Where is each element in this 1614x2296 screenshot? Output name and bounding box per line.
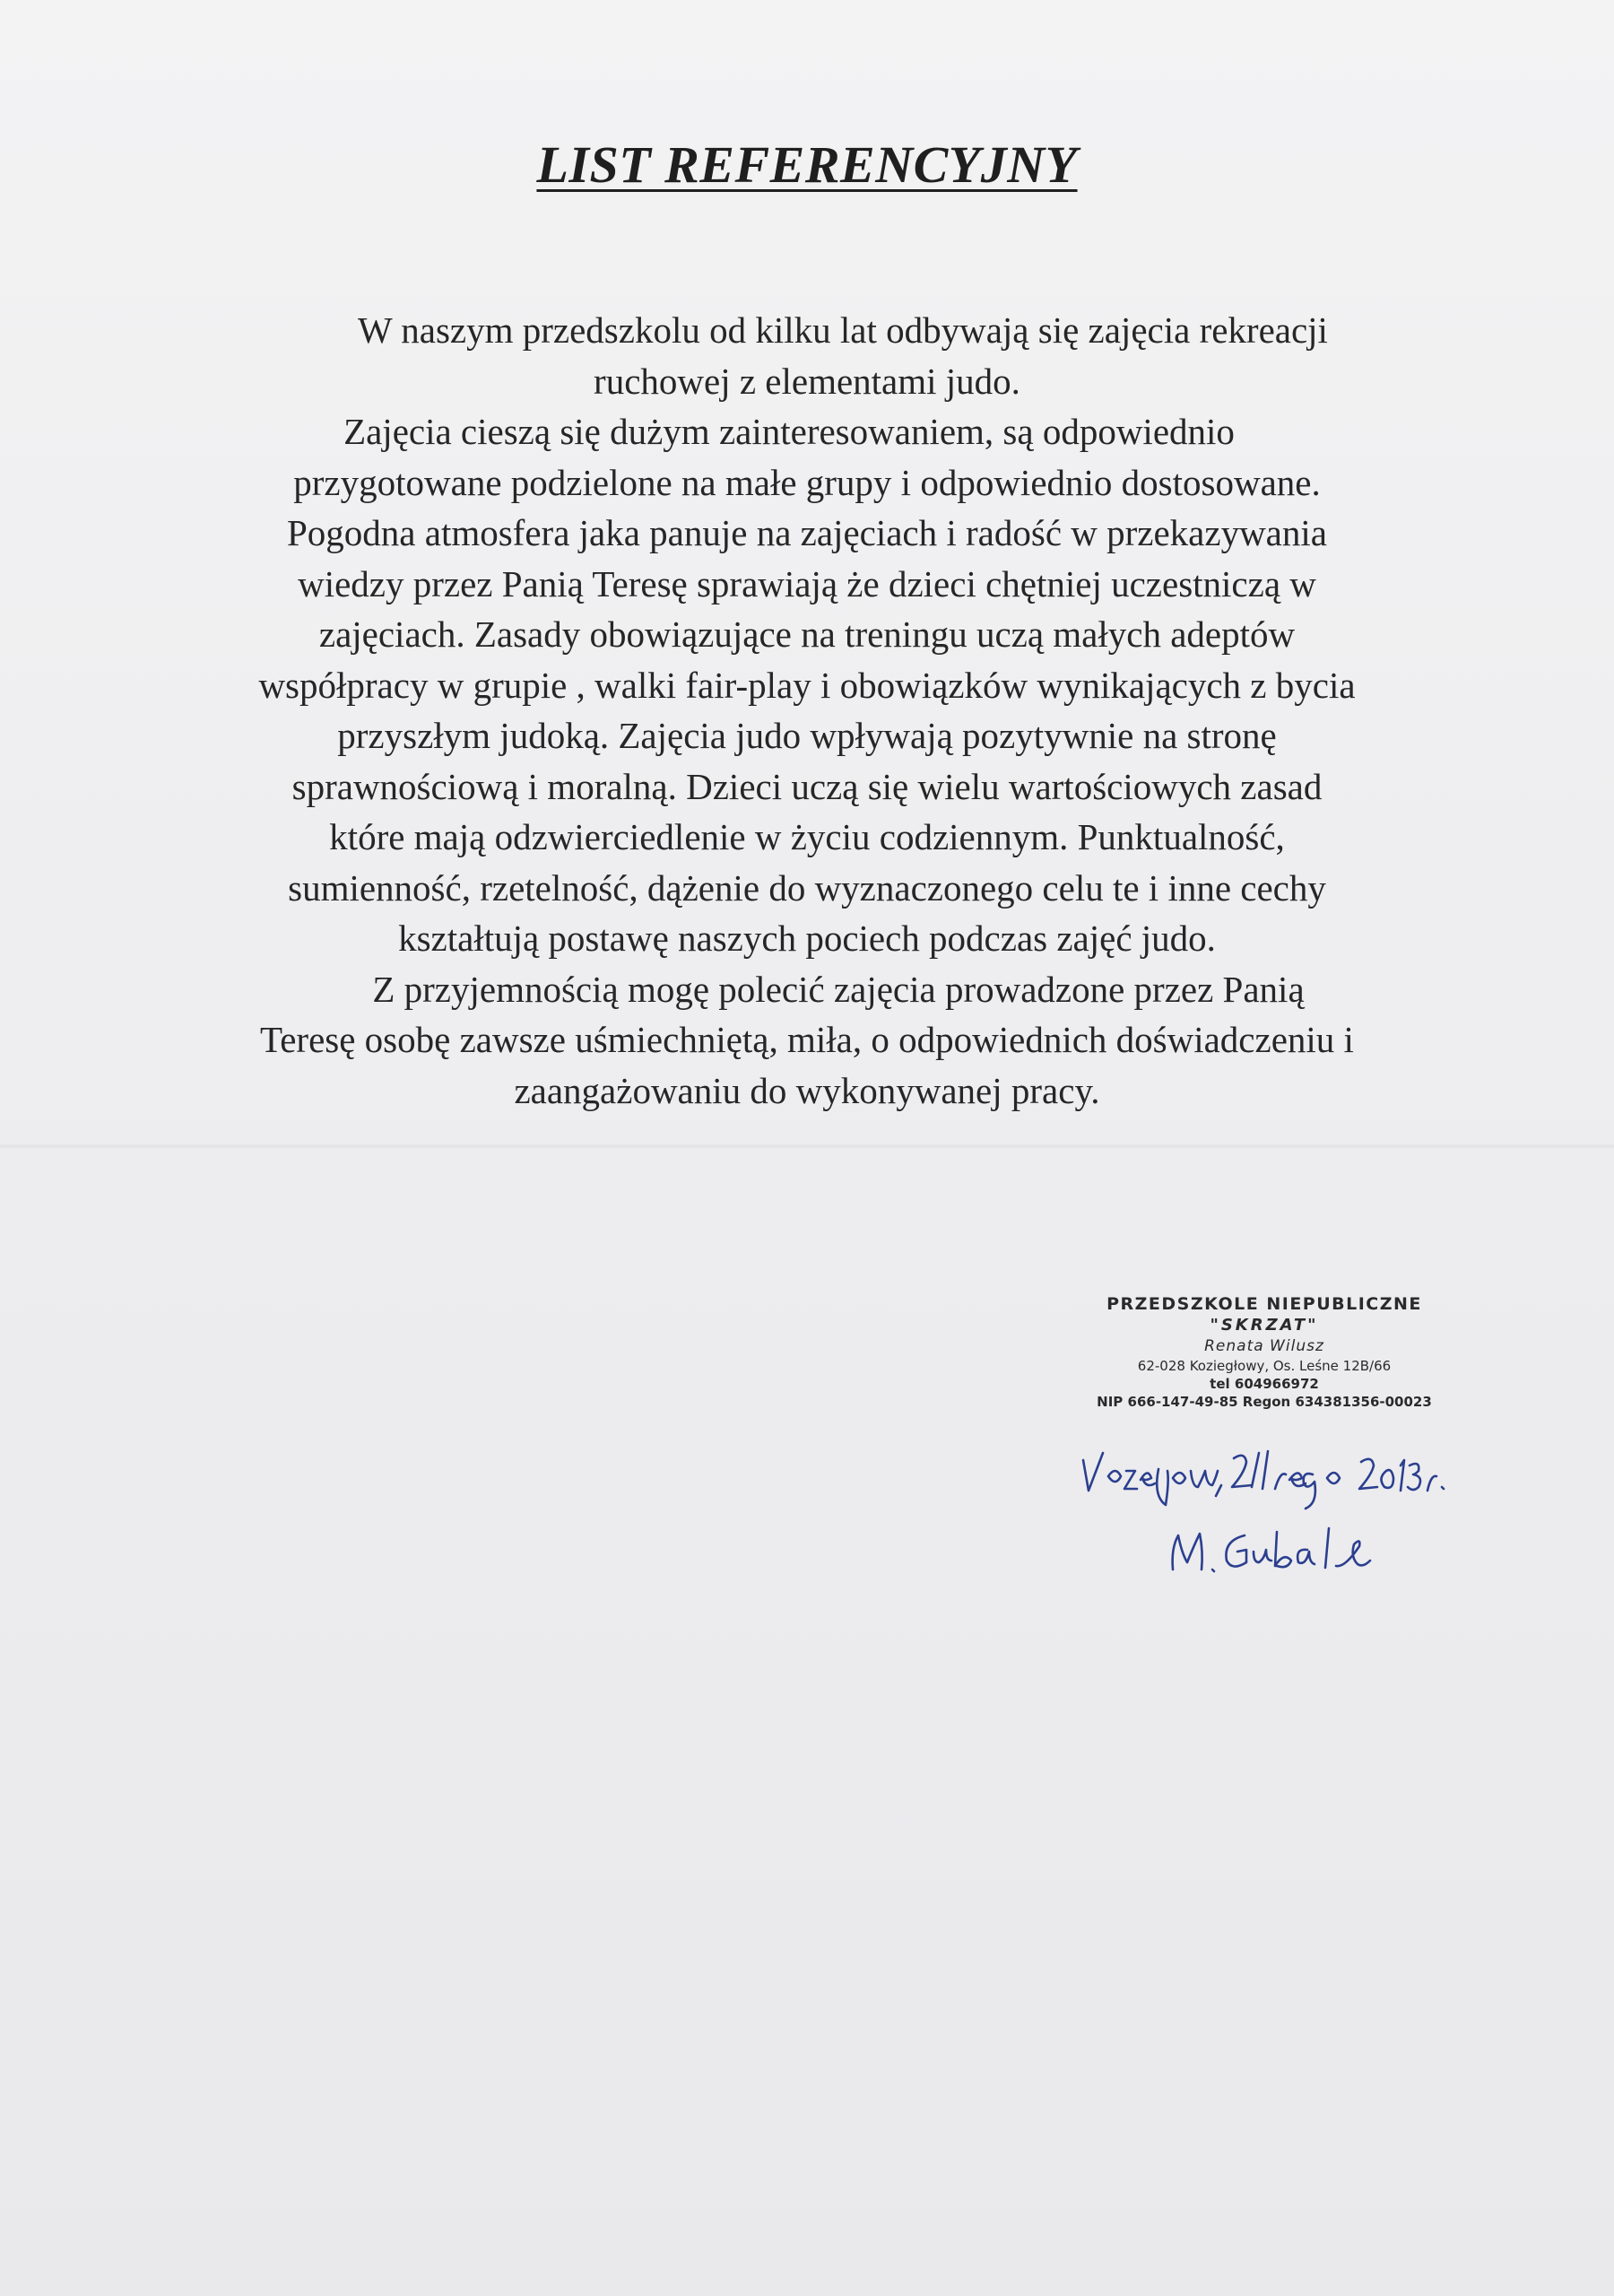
body-line: sumienność, rzetelność, dążenie do wyznaczonego celu te i inne cechy <box>288 866 1326 909</box>
handwriting-stroke <box>1325 1528 1329 1568</box>
handwriting-stroke <box>1173 1473 1185 1483</box>
handwriting-stroke <box>1359 1459 1377 1489</box>
handwriting-stroke <box>1191 1471 1218 1487</box>
handwriting-stroke <box>1173 1534 1202 1570</box>
handwriting-stroke <box>1141 1473 1155 1485</box>
stamp-owner: Renata Wilusz <box>1204 1337 1324 1355</box>
handwritten-signature <box>1076 1435 1578 1596</box>
handwriting-stroke <box>1226 1535 1246 1567</box>
handwriting-stroke <box>1297 1550 1315 1564</box>
handwriting-stroke <box>1108 1471 1121 1482</box>
handwriting-stroke <box>1157 1469 1167 1505</box>
body-line: Zajęcia cieszą się dużym zainteresowaniem, są odpowiednio <box>343 411 1235 452</box>
body-line: sprawnościową i moralną. Dzieci uczą się wielu wartościowych zasad <box>291 765 1323 807</box>
stamp-quoted-name: "SKRZAT" <box>1210 1316 1319 1335</box>
handwriting-stroke <box>1401 1460 1404 1491</box>
handwriting-stroke <box>1252 1453 1259 1487</box>
handwriting-stroke <box>1381 1470 1393 1488</box>
body-line: zajęciach. Zasady obowiązujące na treningu uczą małych adeptów <box>318 613 1296 655</box>
stamp-address: 62-028 Koziegłowy, Os. Leśne 12B/66 <box>1137 1358 1392 1374</box>
body-line: ruchowej z elementami judo. <box>594 360 1020 402</box>
body-line: kształtują postawę naszych pociech podczas zajęć judo. <box>398 918 1216 959</box>
body-line: przygotowane podzielone na małe grupy i odpowiednio dostosowane. <box>293 461 1321 503</box>
body-line: Pogodna atmosfera jaka panuje na zajęciach i radość w przekazywania <box>287 512 1327 553</box>
body-line: zaangażowaniu do wykonywanej pracy. <box>514 1069 1100 1111</box>
handwriting-stroke <box>1427 1476 1444 1491</box>
handwriting-stroke <box>1083 1453 1103 1491</box>
handwriting-stroke <box>1124 1471 1137 1489</box>
body-line: W naszym przedszkolu od kilku lat odbywają się zajęcia rekreacji <box>358 309 1328 351</box>
stamp-name: PRZEDSZKOLE NIEPUBLICZNE <box>1106 1294 1422 1314</box>
body-line: przyszłym judoką. Zajęcia judo wpływają pozytywnie na stronę <box>337 715 1277 756</box>
body-line: Z przyjemnością mogę polecić zajęcia prowadzone przez Panią <box>372 968 1305 1010</box>
handwriting-stroke <box>1304 1474 1315 1509</box>
body-line: współpracy w grupie , walki fair-play i obowiązków wynikających z bycia <box>258 664 1356 706</box>
body-line: Teresę osobę zawsze uśmiechniętą, miła, o odpowiednich doświadczeniu i <box>260 1019 1354 1060</box>
letter-body <box>117 305 1497 1116</box>
stamp-phone: tel 604966972 <box>1210 1376 1319 1392</box>
handwriting-stroke <box>1216 1485 1221 1496</box>
handwriting-stroke <box>1275 1474 1286 1489</box>
body-line: wiedzy przez Panią Teresę sprawiają że dzieci chętniej uczestniczą w <box>298 562 1316 604</box>
handwriting-stroke <box>1254 1550 1271 1562</box>
document-title: LIST REFERENCYJNY <box>536 135 1078 194</box>
handwriting-stroke <box>1327 1473 1340 1483</box>
body-line: które mają odzwierciedlenie w życiu codziennym. Punktualność, <box>329 816 1285 857</box>
stamp-ids: NIP 666-147-49-85 Regon 634381356-00023 <box>1097 1394 1432 1410</box>
handwriting-stroke <box>1212 1570 1214 1571</box>
handwriting-stroke <box>1408 1464 1420 1490</box>
handwriting-stroke <box>1232 1456 1252 1487</box>
handwriting-stroke <box>1263 1451 1268 1489</box>
institution-stamp <box>1076 1292 1453 1411</box>
handwriting-stroke <box>1336 1541 1370 1566</box>
handwriting-stroke <box>1275 1532 1291 1567</box>
paper-fold <box>0 1144 1614 1149</box>
